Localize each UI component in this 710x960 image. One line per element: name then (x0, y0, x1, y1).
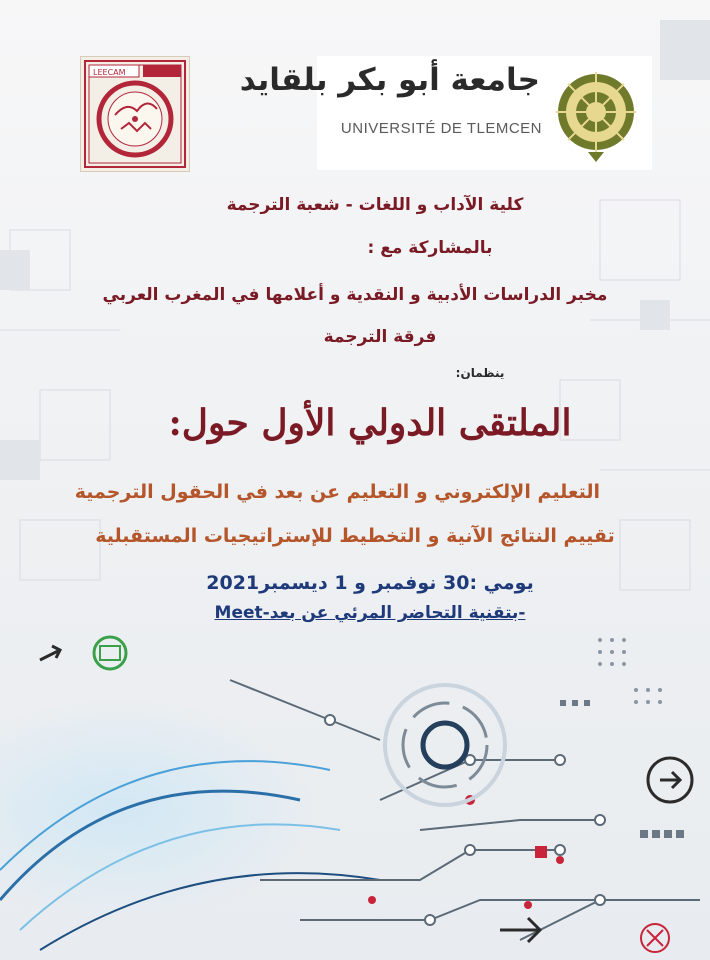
team-line: فرقة الترجمة (323, 327, 437, 347)
svg-text:LEECAM: LEECAM (93, 68, 126, 77)
barcode-icon (94, 637, 126, 669)
lab-logo (80, 56, 190, 172)
partnership-line: بالمشاركة مع : (367, 238, 493, 258)
university-name-ar: جامعة أبو بكر بلقايد (239, 62, 540, 98)
event-dates: يومي :30 نوفمبر و 1 ديسمبر2021 (206, 572, 534, 594)
university-name-fr: UNIVERSITÉ DE TLEMCEN (340, 120, 542, 137)
theme-line-1: التعليم الإلكتروني و التعليم عن بعد في الحقول الترجمية (74, 481, 600, 503)
event-mode: -بتقنية التحاضر المرئي عن بعد-Meet (214, 603, 526, 623)
faculty-line: كلية الآداب و اللغات - شعبة الترجمة (226, 195, 524, 215)
organizers-line: ينظمان: (455, 366, 505, 380)
laboratory-line: مخبر الدراسات الأدبية و النقدية و أعلامها في المغرب العربي (102, 285, 608, 305)
conference-title: الملتقى الدولي الأول حول: (168, 402, 572, 444)
university-seal-icon (552, 62, 640, 164)
lab-emblem-icon (81, 57, 189, 171)
theme-line-2: تقييم النتائج الآنية و التخطيط للإستراتيجيات المستقبلية (95, 525, 615, 547)
university-logo (239, 56, 652, 170)
